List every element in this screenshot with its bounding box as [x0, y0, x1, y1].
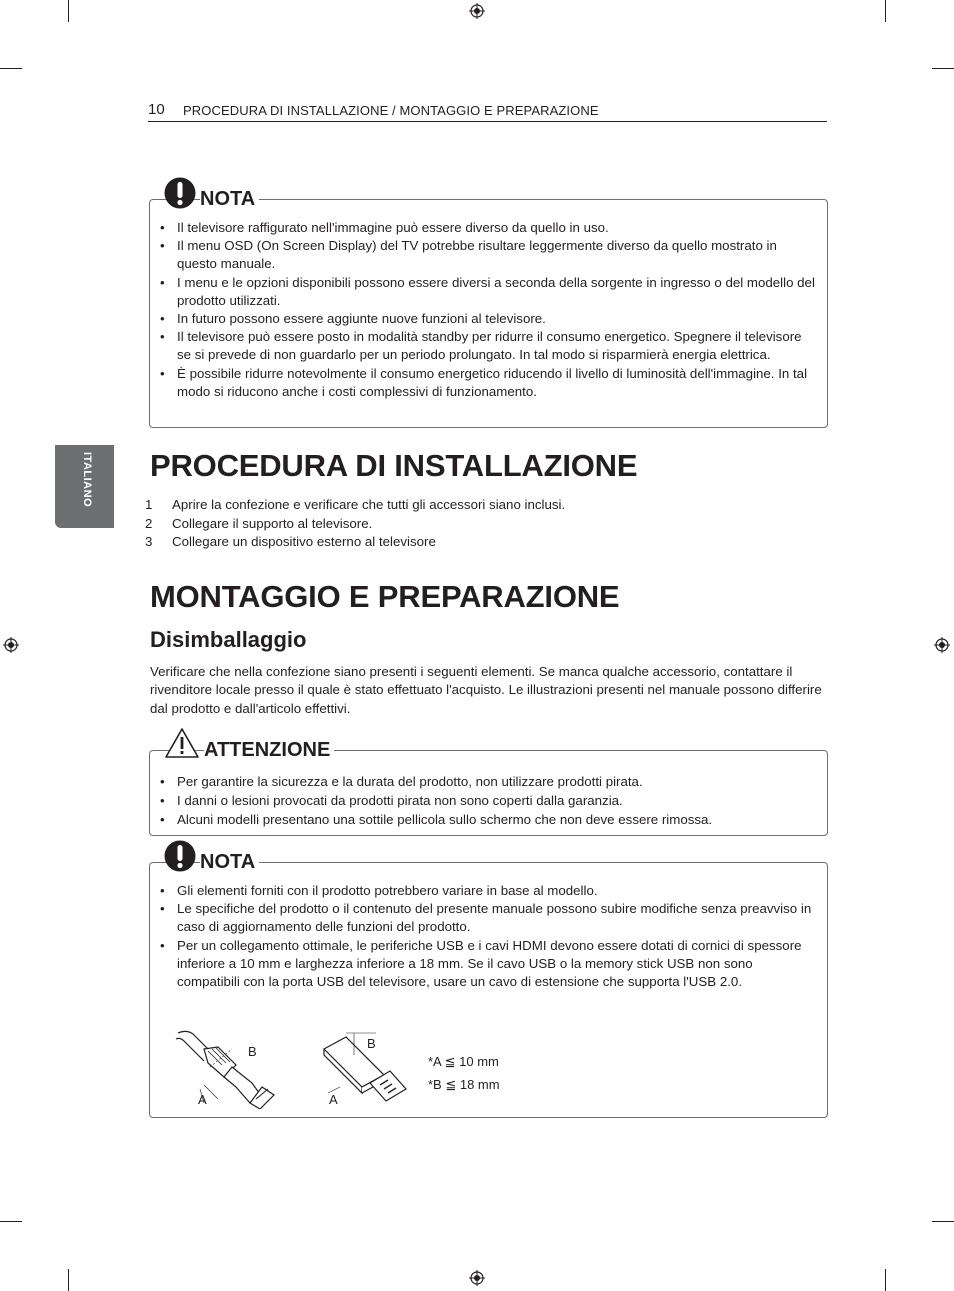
page-number: 10 — [148, 101, 165, 118]
list-item: • Le specifiche del prodotto o il contenuto del presente manuale possono subire modifiche senza preavviso in caso di aggiornamento delle funzioni del prodotto. — [160, 900, 817, 936]
section-title-installazione: PROCEDURA DI INSTALLAZIONE — [150, 448, 638, 483]
list-item: • Per un collegamento ottimale, le periferiche USB e i cavi HDMI devono essere dotati di cornici di spessore inferiore a 10 mm e larghezza inferiore a 18 mm. Se il cavo USB o la memory stick USB non sono compatibili con la porta USB del televisore, usare un cavo di estensione che supporta l'USB 2.0. — [160, 937, 817, 992]
step-number: 1 — [145, 497, 153, 512]
registration-mark-icon — [934, 637, 950, 653]
crop-mark — [68, 0, 69, 22]
dimension-label-a: A — [198, 1092, 207, 1107]
list-item — [145, 496, 565, 515]
crop-mark — [885, 1269, 886, 1291]
crop-mark — [0, 1221, 22, 1222]
exclamation-icon — [164, 840, 196, 872]
registration-mark-icon — [469, 1270, 485, 1286]
list-item: • Il menu OSD (On Screen Display) del TV potrebbe risultare leggermente diverso da quello mostrato in questo manuale. — [160, 237, 817, 273]
nota-box — [149, 851, 828, 1118]
hdmi-cable-illustration — [174, 1027, 284, 1109]
registration-mark-icon — [3, 637, 19, 653]
crop-mark — [932, 1221, 954, 1222]
list-item: • I danni o lesioni provocati da prodotti pirata non sono coperti dalla garanzia. — [160, 791, 817, 810]
spec-b: *B ≦ 18 mm — [428, 1077, 500, 1092]
dimension-label-b: B — [248, 1044, 257, 1059]
list-item: • I menu e le opzioni disponibili possono essere diversi a seconda della sorgente in ingresso o del modello del prodotto utilizzati. — [160, 274, 817, 310]
attenzione-list — [160, 772, 817, 829]
running-head: PROCEDURA DI INSTALLAZIONE / MONTAGGIO E PREPARAZIONE — [183, 103, 599, 118]
install-steps — [145, 496, 565, 552]
nota-list — [160, 219, 817, 401]
section-title-montaggio: MONTAGGIO E PREPARAZIONE — [150, 579, 620, 614]
exclamation-icon — [164, 177, 196, 209]
list-item: • Alcuni modelli presentano una sottile pellicola sullo schermo che non deve essere rimossa. — [160, 810, 817, 829]
list-item — [145, 515, 565, 534]
subsection-title: Disimballaggio — [150, 627, 307, 652]
dimension-label-a: A — [329, 1092, 338, 1107]
list-item: • Il televisore raffigurato nell'immagine può essere diverso da quello in uso. — [160, 219, 817, 237]
crop-mark — [68, 1269, 69, 1291]
list-item: • Per garantire la sicurezza e la durata del prodotto, non utilizzare prodotti pirata. — [160, 772, 817, 791]
list-item — [145, 533, 565, 552]
step-number: 3 — [145, 534, 153, 550]
nota-label: NOTA — [200, 188, 259, 211]
list-item: • Gli elementi forniti con il prodotto potrebbero variare in base al modello. — [160, 882, 817, 900]
nota-label: NOTA — [200, 851, 259, 874]
warning-triangle-icon — [164, 727, 200, 759]
spec-a: *A ≦ 10 mm — [428, 1054, 499, 1069]
step-text: Collegare un dispositivo esterno al televisore — [172, 534, 436, 550]
step-number: 2 — [145, 515, 153, 531]
crop-mark — [932, 68, 954, 69]
dimension-label-b: B — [367, 1036, 376, 1051]
intro-paragraph: Verificare che nella confezione siano presenti i seguenti elementi. Se manca qualche accessorio, contattare il rivenditore locale presso il quale è stato effettuato l'acquisto. Le illustrazioni presenti nel manuale possono differire dal prodotto e dall'articolo effettivi. — [150, 664, 822, 716]
list-item: • Il televisore può essere posto in modalità standby per ridurre il consumo energetico. Spegnere il televisore se si prevede di non guardarlo per un periodo prolungato. In tal modo si risparmierà energia elettrica. — [160, 328, 817, 364]
step-text: Collegare il supporto al televisore. — [172, 515, 373, 531]
nota-box — [149, 188, 828, 428]
crop-mark — [885, 0, 886, 22]
language-side-tab — [55, 445, 114, 528]
registration-mark-icon — [469, 3, 485, 19]
attenzione-box — [149, 739, 828, 836]
list-item: • In futuro possono essere aggiunte nuove funzioni al televisore. — [160, 310, 817, 328]
language-label: ITALIANO — [81, 452, 93, 508]
step-text: Aprire la confezione e verificare che tutti gli accessori siano inclusi. — [172, 497, 566, 512]
page-header — [148, 101, 827, 122]
nota-list — [160, 882, 817, 991]
crop-mark — [0, 68, 22, 69]
list-item: • È possibile ridurre notevolmente il consumo energetico riducendo il livello di luminosità dell'immagine. In tal modo si riducono anche i costi complessivi di funzionamento. — [160, 365, 817, 401]
attenzione-label: ATTENZIONE — [204, 739, 334, 762]
